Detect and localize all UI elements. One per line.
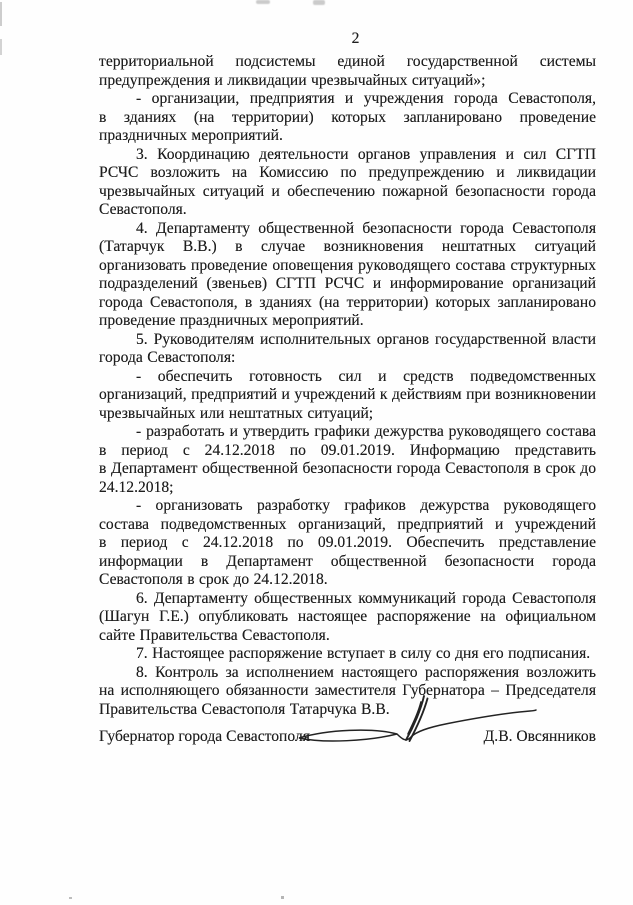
signature-row (99, 727, 596, 746)
paragraph: - разработать и утвердить графики дежурства руководящего состава в период с 24.12.2018 по 09.01.2019. Информацию представить в Департамент общественной безопасности города Севастополя в срок до 24.12.2018; (99, 423, 596, 496)
paragraph: 3. Координацию деятельности органов управления и сил СГТП РСЧС возложить на Комиссию по предупреждению и ликвидации чрезвычайных ситуаций и обеспечению пожарной безопасности города Севастополя. (99, 145, 596, 218)
signature-name: Д.В. Овсянников (483, 728, 596, 745)
scan-artifact (313, 0, 325, 5)
signature-title: Губернатор города Севастополя (99, 728, 310, 745)
paragraph: 7. Настоящее распоряжение вступает в силу со дня его подписания. (136, 645, 591, 662)
scan-artifact (0, 2, 2, 26)
scan-artifact (281, 896, 284, 899)
paragraph: - организации, предприятия и учреждения города Севастополя, в зданиях (на территории) которых запланировано проведение праздничных мероприятий. (99, 90, 596, 144)
paragraph: - организовать разработку графиков дежурства руководящего состава подведомственных организаций, предприятий и учреждений в период с 24.12.2018 по 09.01.2019. Обеспечить представление информации в Департамент общественной безопасности города Севастополя в срок до 24.12.2018. (99, 497, 596, 588)
paragraph: - обеспечить готовность сил и средств подведомственных организаций, предприятий и учреждений к действиям при возникновении чрезвычайных или нештатных ситуаций; (99, 367, 596, 422)
paragraph: 5. Руководителям исполнительных органов государственной власти города Севастополя: (99, 330, 596, 366)
scan-artifact (69, 897, 72, 899)
scan-artifact (256, 0, 270, 4)
scan-artifact (0, 39, 2, 55)
paragraph: 6. Департаменту общественных коммуникаций города Севастополя (Шагун Г.Е.) опубликовать настоящее распоряжение на официальном сайте Правительства Севастополя. (99, 589, 596, 644)
paragraph: 4. Департаменту общественной безопасности города Севастополя (Татарчук В.В.) в случае возникновения нештатных ситуаций организовать проведение оповещения руководящего состава структурных подразделений (звеньев) СГТП РСЧС и информирование организаций города Севастополя, в зданиях (на территории) которых запланировано проведение праздничных мероприятий. (99, 219, 596, 329)
page-number: 2 (351, 30, 360, 47)
paragraph: территориальной подсистемы единой государственной системы предупреждения и ликвидации чрезвычайных ситуаций»; (99, 53, 596, 89)
document-body (99, 53, 596, 719)
paragraph: 8. Контроль за исполнением настоящего распоряжения возложить на исполняющего обязанности заместителя Губернатора – Председателя Правительства Севастополя Татарчука В.В. (99, 663, 596, 718)
